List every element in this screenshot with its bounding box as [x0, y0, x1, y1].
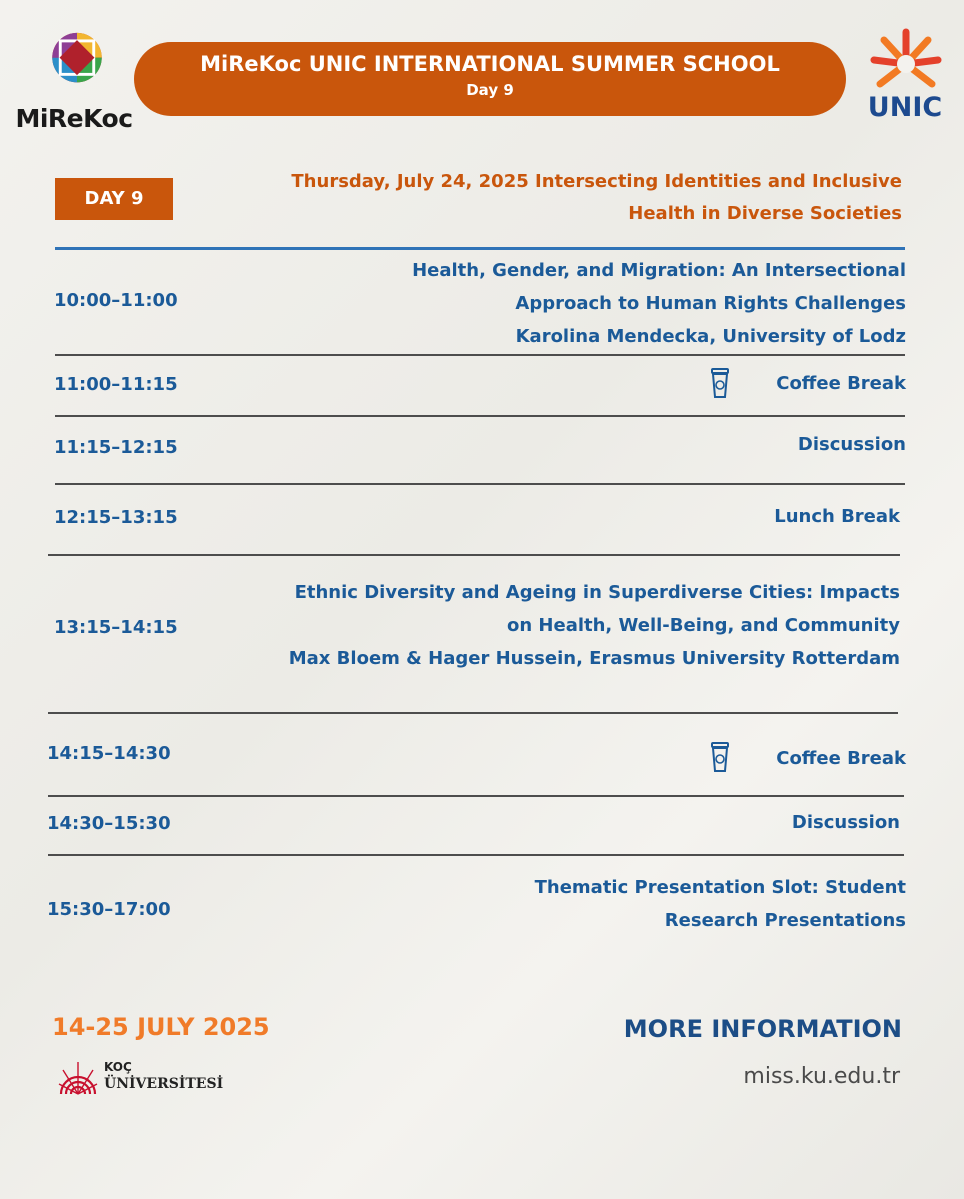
session-line: Approach to Human Rights Challenges [515, 293, 906, 314]
session-line: on Health, Well-Being, and Community [506, 615, 900, 636]
time-slot: 15:30–17:00 [47, 899, 171, 920]
day-title-line-1: Thursday, July 24, 2025 Intersecting Identities and Inclusive [291, 171, 902, 192]
header-banner [134, 42, 846, 116]
row-divider [55, 483, 905, 485]
row-divider [48, 854, 904, 856]
session-line: Health, Gender, and Migration: An Intersectional [412, 260, 906, 281]
day-title-line-2: Health in Diverse Societies [628, 203, 902, 224]
website-link[interactable]: miss.ku.edu.tr [743, 1064, 900, 1089]
row-divider [55, 415, 905, 417]
day-title [202, 166, 902, 230]
session-title: Discussion [797, 434, 906, 455]
session-line: Thematic Presentation Slot: Student [534, 877, 906, 898]
session-title: Coffee Break [776, 373, 906, 394]
row-divider [48, 795, 904, 797]
day-badge: DAY 9 [55, 178, 173, 220]
session-line: Ethnic Diversity and Ageing in Superdiverse Cities: Impacts [294, 582, 900, 603]
event-dates: 14-25 JULY 2025 [52, 1013, 270, 1041]
banner-title: MiReKoc UNIC INTERNATIONAL SUMMER SCHOOL [200, 52, 780, 76]
time-slot: 14:30–15:30 [47, 813, 171, 834]
koc-logo-line-1: KOÇ [104, 1060, 132, 1074]
session-line: Research Presentations [664, 910, 906, 931]
blue-divider [55, 247, 905, 250]
row-divider [48, 554, 900, 556]
koc-logo-line-2: ÜNİVERSİTESİ [104, 1076, 224, 1092]
mirekoc-logo-icon [22, 30, 132, 110]
time-slot: 13:15–14:15 [54, 617, 178, 638]
time-slot: 11:15–12:15 [54, 437, 178, 458]
row-divider [55, 354, 905, 356]
mirekoc-logo-text: MiReKoc [15, 104, 133, 133]
session-title [306, 871, 906, 937]
koc-university-logo-icon [57, 1060, 99, 1096]
time-slot: 14:15–14:30 [47, 743, 171, 764]
session-title: Coffee Break [776, 748, 906, 769]
time-slot: 11:00–11:15 [54, 374, 178, 395]
session-title [140, 576, 900, 675]
banner-subtitle: Day 9 [466, 81, 514, 99]
time-slot: 12:15–13:15 [54, 507, 178, 528]
more-information-heading: MORE INFORMATION [623, 1015, 902, 1043]
session-line: Max Bloem & Hager Hussein, Erasmus University Rotterdam [288, 648, 900, 669]
unic-logo-text: UNIC [867, 92, 943, 123]
time-slot: 10:00–11:00 [54, 290, 178, 311]
session-title: Discussion [791, 812, 900, 833]
row-divider [48, 712, 898, 714]
session-title: Lunch Break [774, 506, 900, 527]
session-title [146, 254, 906, 353]
session-line: Karolina Mendecka, University of Lodz [515, 326, 906, 347]
